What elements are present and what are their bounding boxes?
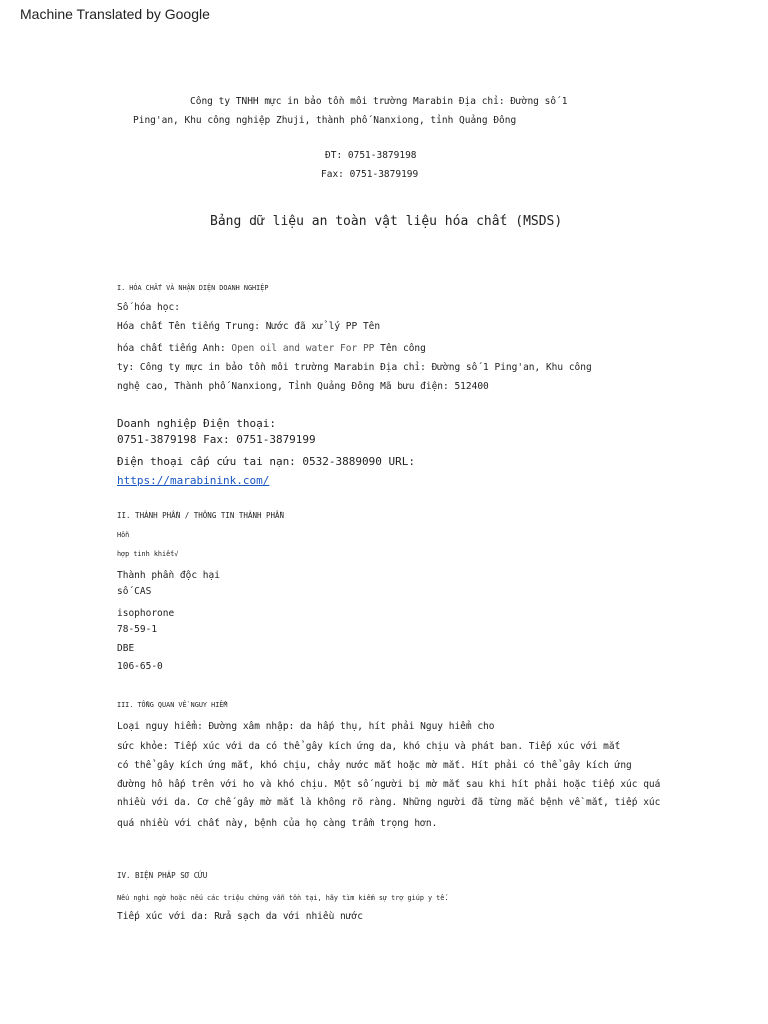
- section-3-line: đường hô hấp trên với ho và khó chịu. Một số người bị mờ mắt sau khi hít phải hoặc tiếp xúc quá: [117, 779, 661, 790]
- company-url-link[interactable]: https://marabinink.com/: [117, 474, 270, 487]
- section-1-line: Số hóa học:: [117, 302, 180, 313]
- section-2-heading: II. THÀNH PHẦN / THÔNG TIN THÀNH PHẦN: [117, 511, 285, 520]
- section-1-line: Điện thoại cấp cứu tai nạn: 0532-3889090 URL:: [117, 455, 416, 468]
- section-1-line: Doanh nghiệp Điện thoại:: [117, 417, 276, 430]
- section-4-heading: IV. BIỆN PHÁP SƠ CỨU: [117, 871, 208, 880]
- section-2-line: 106-65-0: [117, 661, 163, 672]
- company-phone: ĐT: 0751-3879198: [325, 150, 417, 161]
- section-4-line: Nếu nghi ngờ hoặc nếu các triệu chứng vẫn tồn tại, hãy tìm kiếm sự trợ giúp y tế.: [117, 894, 449, 902]
- section-1-line: Hóa chất Tên tiếng Trung: Nước đã xử lý PP Tên: [117, 321, 381, 332]
- section-2-line: hợp tinh khiết√: [117, 550, 179, 558]
- section-1-line: 0751-3879198 Fax: 0751-3879199: [117, 433, 316, 446]
- section-2-line: số CAS: [117, 586, 152, 597]
- section-3-line: có thể gây kích ứng mắt, khó chịu, chảy nước mắt hoặc mờ mắt. Hít phải có thể gây kích ứng: [117, 760, 632, 771]
- section-2-line: Hỗn: [117, 531, 130, 539]
- section-1-line: ty: Công ty mực in bảo tồn môi trường Marabin Địa chỉ: Đường số 1 Ping'an, Khu công: [117, 362, 592, 373]
- document-title: Bảng dữ liệu an toàn vật liệu hóa chất (MSDS): [210, 214, 563, 229]
- section-1-heading: I. HÓA CHẤT VÀ NHẬN DIỆN DOANH NGHIỆP: [117, 284, 269, 292]
- machine-translation-banner: Machine Translated by Google: [20, 6, 210, 22]
- section-3-heading: III. TỔNG QUAN VỀ NGUY HIỂM: [117, 701, 228, 709]
- section-3-line: quá nhiều với chất này, bệnh của họ càng trầm trọng hơn.: [117, 818, 438, 829]
- section-2-line: isophorone: [117, 608, 175, 619]
- section-3-line: nhiều với da. Cơ chế gây mờ mắt là không rõ ràng. Những người đã từng mắc bệnh về mắt, tiếp xúc: [117, 797, 661, 808]
- section-3-line: sức khỏe: Tiếp xúc với da có thể gây kích ứng da, khó chịu và phát ban. Tiếp xúc với mắt: [117, 741, 621, 752]
- section-2-line: DBE: [117, 643, 135, 654]
- company-address-line-2: Ping'an, Khu công nghiệp Zhuji, thành phố Nanxiong, tỉnh Quảng Đông: [133, 115, 517, 126]
- section-1-line: hóa chất tiếng Anh: Open oil and water For PP Tên công: [117, 343, 426, 354]
- company-fax: Fax: 0751-3879199: [321, 169, 419, 180]
- section-2-line: 78-59-1: [117, 624, 158, 635]
- section-1-line: nghệ cao, Thành phố Nanxiong, Tỉnh Quảng Đông Mã bưu điện: 512400: [117, 381, 489, 392]
- section-2-line: Thành phần độc hại: [117, 570, 220, 581]
- company-address-line-1: Công ty TNHH mực in bảo tồn môi trường Marabin Địa chỉ: Đường số 1: [190, 96, 568, 107]
- section-4-line: Tiếp xúc với da: Rửa sạch da với nhiều nước: [117, 911, 363, 922]
- section-3-line: Loại nguy hiểm: Đường xâm nhập: da hấp thụ, hít phải Nguy hiểm cho: [117, 721, 495, 732]
